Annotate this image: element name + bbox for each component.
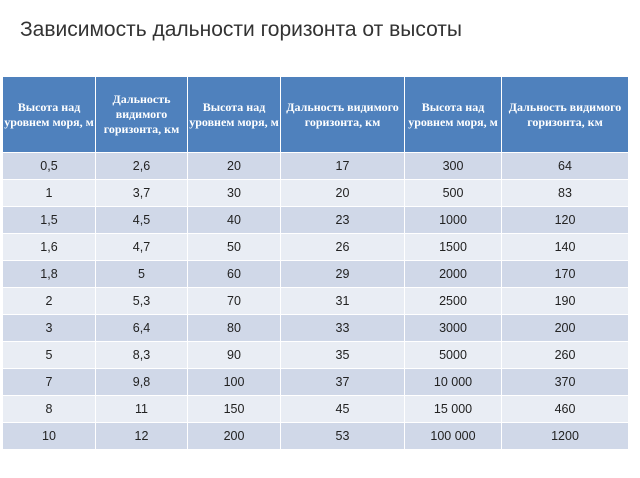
table-cell: 1,6 xyxy=(3,234,96,261)
table-cell: 1000 xyxy=(405,207,502,234)
table-row xyxy=(3,396,629,423)
table-cell: 170 xyxy=(502,261,629,288)
table-cell: 5000 xyxy=(405,342,502,369)
table-cell: 0,5 xyxy=(3,153,96,180)
header-cell: Дальность видимого горизонта, км xyxy=(502,77,629,153)
table-cell: 1500 xyxy=(405,234,502,261)
table-cell: 3000 xyxy=(405,315,502,342)
table-cell: 70 xyxy=(188,288,281,315)
table-cell: 31 xyxy=(281,288,405,315)
table-row xyxy=(3,153,629,180)
table-cell: 3 xyxy=(3,315,96,342)
table-cell: 100 xyxy=(188,369,281,396)
table-cell: 2000 xyxy=(405,261,502,288)
table-cell: 53 xyxy=(281,423,405,450)
table-cell: 1200 xyxy=(502,423,629,450)
table-cell: 2 xyxy=(3,288,96,315)
table-cell: 10 000 xyxy=(405,369,502,396)
table-cell: 1 xyxy=(3,180,96,207)
table-cell: 2500 xyxy=(405,288,502,315)
table-cell: 45 xyxy=(281,396,405,423)
table-cell: 4,5 xyxy=(96,207,188,234)
table-cell: 8 xyxy=(3,396,96,423)
table-cell: 5 xyxy=(96,261,188,288)
header-cell: Дальность видимого горизонта, км xyxy=(281,77,405,153)
table-row xyxy=(3,261,629,288)
table-cell: 20 xyxy=(188,153,281,180)
table-row xyxy=(3,234,629,261)
table-row xyxy=(3,369,629,396)
table-cell: 5,3 xyxy=(96,288,188,315)
table-cell: 370 xyxy=(502,369,629,396)
table-cell: 100 000 xyxy=(405,423,502,450)
table-cell: 140 xyxy=(502,234,629,261)
table-cell: 4,7 xyxy=(96,234,188,261)
table-cell: 12 xyxy=(96,423,188,450)
horizon-distance-table xyxy=(2,76,629,450)
table-cell: 5 xyxy=(3,342,96,369)
table-row xyxy=(3,342,629,369)
table-cell: 64 xyxy=(502,153,629,180)
table-cell: 1,5 xyxy=(3,207,96,234)
table-cell: 260 xyxy=(502,342,629,369)
table-cell: 7 xyxy=(3,369,96,396)
header-cell: Высота над уровнем моря, м xyxy=(188,77,281,153)
table-cell: 37 xyxy=(281,369,405,396)
table-cell: 33 xyxy=(281,315,405,342)
table-cell: 40 xyxy=(188,207,281,234)
table-cell: 190 xyxy=(502,288,629,315)
table-cell: 83 xyxy=(502,180,629,207)
table-row xyxy=(3,207,629,234)
table-row xyxy=(3,423,629,450)
table-cell: 60 xyxy=(188,261,281,288)
table-cell: 17 xyxy=(281,153,405,180)
table-cell: 15 000 xyxy=(405,396,502,423)
page-title: Зависимость дальности горизонта от высоты xyxy=(20,18,463,41)
table-cell: 150 xyxy=(188,396,281,423)
table-cell: 35 xyxy=(281,342,405,369)
table-cell: 8,3 xyxy=(96,342,188,369)
table-cell: 23 xyxy=(281,207,405,234)
table-cell: 200 xyxy=(188,423,281,450)
header-cell: Высота над уровнем моря, м xyxy=(405,77,502,153)
table-cell: 2,6 xyxy=(96,153,188,180)
header-cell: Высота над уровнем моря, м xyxy=(3,77,96,153)
table-cell: 11 xyxy=(96,396,188,423)
table-cell: 200 xyxy=(502,315,629,342)
table-cell: 20 xyxy=(281,180,405,207)
table-header-row xyxy=(3,77,629,153)
table-cell: 1,8 xyxy=(3,261,96,288)
table-cell: 26 xyxy=(281,234,405,261)
table-cell: 300 xyxy=(405,153,502,180)
table-cell: 50 xyxy=(188,234,281,261)
table-cell: 29 xyxy=(281,261,405,288)
table-cell: 500 xyxy=(405,180,502,207)
table-cell: 10 xyxy=(3,423,96,450)
table-cell: 90 xyxy=(188,342,281,369)
table-row xyxy=(3,180,629,207)
header-cell: Дальность видимого горизонта, км xyxy=(96,77,188,153)
table-cell: 460 xyxy=(502,396,629,423)
table-cell: 120 xyxy=(502,207,629,234)
table-row xyxy=(3,315,629,342)
table-cell: 9,8 xyxy=(96,369,188,396)
table-row xyxy=(3,288,629,315)
table-cell: 80 xyxy=(188,315,281,342)
table-cell: 3,7 xyxy=(96,180,188,207)
table-cell: 6,4 xyxy=(96,315,188,342)
table-cell: 30 xyxy=(188,180,281,207)
